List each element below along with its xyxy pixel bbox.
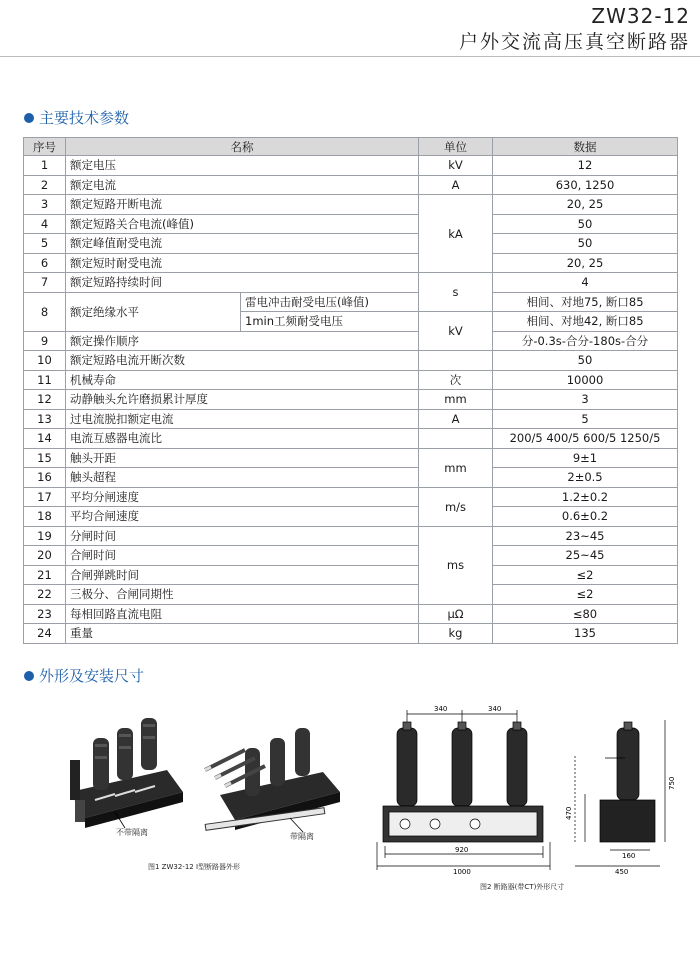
row-no: 10 — [24, 351, 66, 371]
table-row — [24, 331, 678, 351]
dim-340-right: 340 — [488, 705, 502, 713]
row-unit: kV — [419, 312, 493, 351]
row-value: 分-0.3s-合分-180s-合分 — [493, 331, 678, 351]
row-name: 额定电压 — [66, 156, 419, 176]
row-unit: m/s — [419, 487, 493, 526]
table-row — [24, 234, 678, 254]
figure1-caption: 图1 ZW32-12 Ⅰ型断路器外形 — [148, 863, 241, 871]
row-name: 过电流脱扣额定电流 — [66, 409, 419, 429]
row-no: 2 — [24, 175, 66, 195]
table-row — [24, 214, 678, 234]
row-name: 额定绝缘水平 — [66, 292, 241, 331]
row-name: 每相回路直流电阻 — [66, 604, 419, 624]
row-subname: 1min工频耐受电压 — [241, 312, 419, 332]
row-name: 触头开距 — [66, 448, 419, 468]
header-model: ZW32-12 — [591, 4, 690, 28]
row-name: 额定短时耐受电流 — [66, 253, 419, 273]
header-rule — [0, 56, 700, 57]
row-name: 重量 — [66, 624, 419, 644]
table-row — [24, 195, 678, 215]
dim-1000: 1000 — [453, 868, 471, 876]
table-header-row — [24, 138, 678, 156]
dim-340-left: 340 — [434, 705, 448, 713]
row-no: 20 — [24, 546, 66, 566]
col-header-no: 序号 — [24, 138, 66, 156]
table-row — [24, 156, 678, 176]
side-view-drawing — [575, 720, 665, 866]
table-row — [24, 546, 678, 566]
table-row — [24, 390, 678, 410]
row-name: 合闸时间 — [66, 546, 419, 566]
row-value: 9±1 — [493, 448, 678, 468]
row-unit — [419, 351, 493, 371]
row-no: 11 — [24, 370, 66, 390]
row-name: 分闸时间 — [66, 526, 419, 546]
breaker-photo-figure — [55, 700, 355, 850]
row-value: 50 — [493, 234, 678, 254]
table-row — [24, 253, 678, 273]
table-row — [24, 175, 678, 195]
row-value: 630, 1250 — [493, 175, 678, 195]
row-no: 8 — [24, 292, 66, 331]
label-without-isolator: 不带隔离 — [116, 828, 148, 837]
table-row — [24, 585, 678, 605]
dim-920: 920 — [455, 846, 469, 854]
row-unit: mm — [419, 390, 493, 410]
section-dims-heading — [24, 665, 144, 686]
table-row — [24, 624, 678, 644]
row-unit: kV — [419, 156, 493, 176]
row-no: 4 — [24, 214, 66, 234]
table-row — [24, 468, 678, 488]
table-row — [24, 526, 678, 546]
section-specs-title: 主要技术参数 — [39, 109, 130, 127]
row-unit — [419, 429, 493, 449]
section-dims-title: 外形及安装尺寸 — [39, 667, 145, 685]
row-unit: kA — [419, 195, 493, 273]
row-name: 平均合闸速度 — [66, 507, 419, 527]
row-value: 相间、对地42, 断口85 — [493, 312, 678, 332]
dim-470: 470 — [565, 806, 573, 820]
row-no: 9 — [24, 331, 66, 351]
row-name: 额定电流 — [66, 175, 419, 195]
row-name: 机械寿命 — [66, 370, 419, 390]
row-value: 相间、对地75, 断口85 — [493, 292, 678, 312]
row-no: 19 — [24, 526, 66, 546]
row-name: 额定短路持续时间 — [66, 273, 419, 293]
row-no: 6 — [24, 253, 66, 273]
table-row — [24, 351, 678, 371]
row-unit: A — [419, 175, 493, 195]
table-row — [24, 487, 678, 507]
row-name: 电流互感器电流比 — [66, 429, 419, 449]
row-no: 18 — [24, 507, 66, 527]
breaker-without-isolator-image — [70, 718, 183, 828]
row-value: 25~45 — [493, 546, 678, 566]
table-row — [24, 507, 678, 527]
figure2-caption: 图2 断路器(带CT)外形尺寸 — [480, 883, 565, 891]
dim-750: 750 — [668, 776, 676, 790]
row-no: 5 — [24, 234, 66, 254]
row-value: 10000 — [493, 370, 678, 390]
section-specs-heading — [24, 107, 129, 128]
table-row — [24, 429, 678, 449]
col-header-unit: 单位 — [419, 138, 493, 156]
table-row — [24, 409, 678, 429]
row-value: 20, 25 — [493, 253, 678, 273]
bullet-icon — [24, 671, 34, 681]
row-unit: 次 — [419, 370, 493, 390]
bullet-icon — [24, 113, 34, 123]
dimension-drawing-figure — [375, 700, 690, 880]
row-unit: mm — [419, 448, 493, 487]
table-row — [24, 604, 678, 624]
col-header-value: 数据 — [493, 138, 678, 156]
row-value: 1.2±0.2 — [493, 487, 678, 507]
row-unit: kg — [419, 624, 493, 644]
header-title: 户外交流高压真空断路器 — [458, 31, 690, 53]
row-value: ≤2 — [493, 565, 678, 585]
breaker-with-isolator-image — [205, 728, 340, 832]
row-value: 20, 25 — [493, 195, 678, 215]
row-no: 21 — [24, 565, 66, 585]
row-name: 额定短路关合电流(峰值) — [66, 214, 419, 234]
row-no: 24 — [24, 624, 66, 644]
row-unit: A — [419, 409, 493, 429]
row-name: 合闸弹跳时间 — [66, 565, 419, 585]
row-no: 7 — [24, 273, 66, 293]
row-name: 额定短路开断电流 — [66, 195, 419, 215]
label-with-isolator: 带隔离 — [290, 832, 314, 841]
row-subname: 雷电冲击耐受电压(峰值) — [241, 292, 419, 312]
row-value: 5 — [493, 409, 678, 429]
table-row — [24, 370, 678, 390]
row-no: 16 — [24, 468, 66, 488]
row-value: 200/5 400/5 600/5 1250/5 — [493, 429, 678, 449]
row-unit: s — [419, 273, 493, 312]
row-name: 触头超程 — [66, 468, 419, 488]
row-name: 动静触头允许磨损累计厚度 — [66, 390, 419, 410]
row-value: 3 — [493, 390, 678, 410]
row-no: 22 — [24, 585, 66, 605]
col-header-name: 名称 — [66, 138, 419, 156]
row-name: 额定短路电流开断次数 — [66, 351, 419, 371]
row-value: 50 — [493, 214, 678, 234]
row-unit: ms — [419, 526, 493, 604]
dim-160: 160 — [622, 852, 636, 860]
row-value: 4 — [493, 273, 678, 293]
row-no: 13 — [24, 409, 66, 429]
row-no: 15 — [24, 448, 66, 468]
row-value: 0.6±0.2 — [493, 507, 678, 527]
row-value: 135 — [493, 624, 678, 644]
row-unit: μΩ — [419, 604, 493, 624]
row-value: 12 — [493, 156, 678, 176]
table-row — [24, 292, 678, 312]
row-name: 平均分闸速度 — [66, 487, 419, 507]
table-row — [24, 273, 678, 293]
row-no: 17 — [24, 487, 66, 507]
table-row — [24, 448, 678, 468]
row-no: 14 — [24, 429, 66, 449]
row-no: 1 — [24, 156, 66, 176]
row-value: 2±0.5 — [493, 468, 678, 488]
row-name: 额定峰值耐受电流 — [66, 234, 419, 254]
row-no: 12 — [24, 390, 66, 410]
row-name: 三极分、合闸同期性 — [66, 585, 419, 605]
row-value: ≤80 — [493, 604, 678, 624]
dim-450: 450 — [615, 868, 629, 876]
spec-table — [23, 137, 678, 644]
row-value: ≤2 — [493, 585, 678, 605]
row-name: 额定操作顺序 — [66, 331, 419, 351]
row-value: 23~45 — [493, 526, 678, 546]
table-row — [24, 565, 678, 585]
row-no: 23 — [24, 604, 66, 624]
row-no: 3 — [24, 195, 66, 215]
row-value: 50 — [493, 351, 678, 371]
